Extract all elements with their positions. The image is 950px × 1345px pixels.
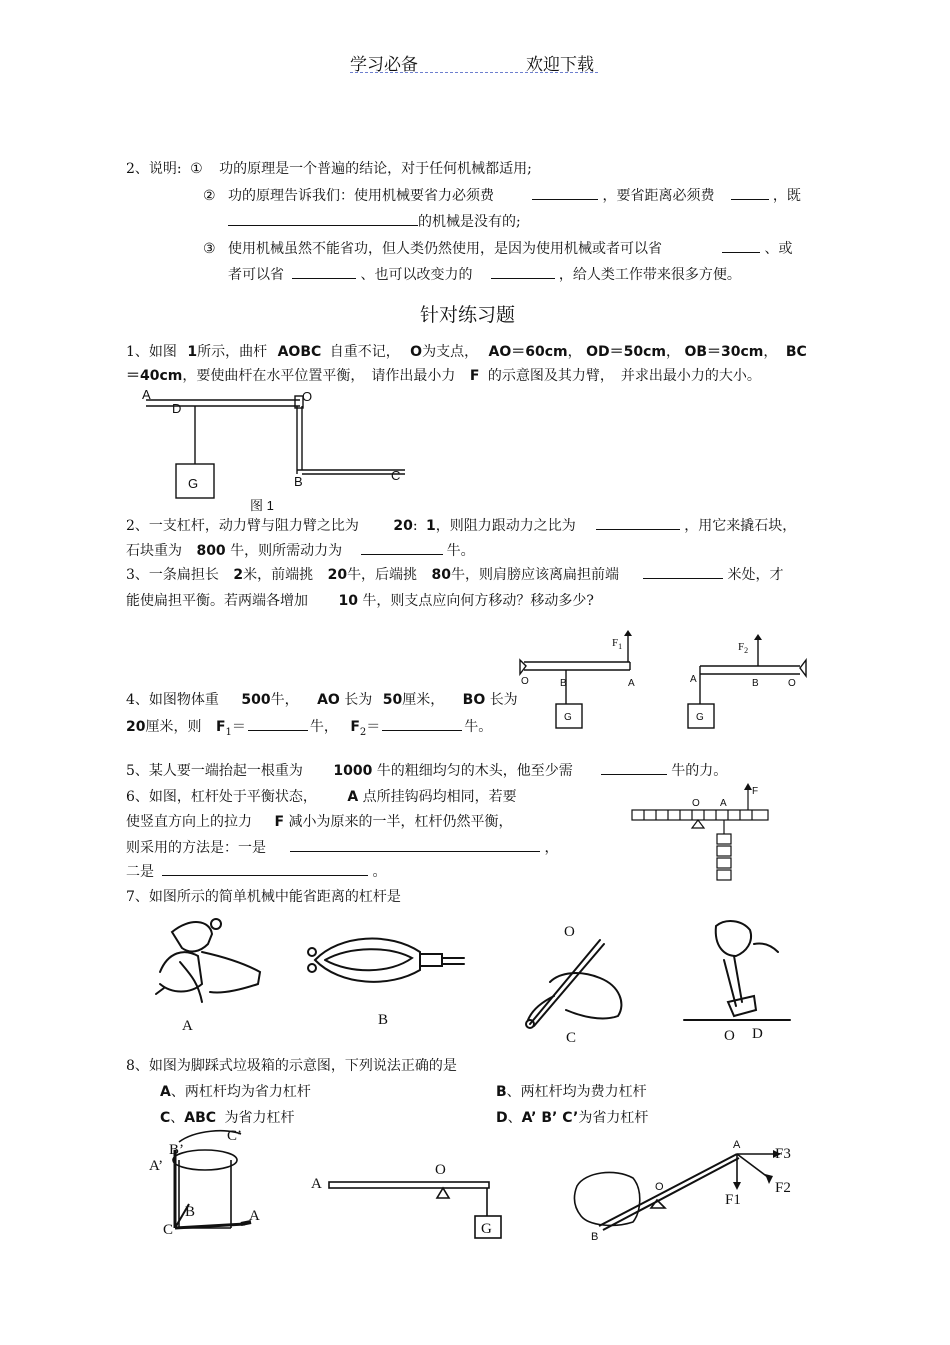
svg-text:B: B [591,1231,599,1243]
q6-force-arrow-icon [744,783,752,790]
q8-option-a[interactable]: A、两杠杆均为省力杠杆 [160,1084,311,1100]
pliers-icon [315,939,420,982]
q4-blank-2[interactable] [382,716,462,731]
q1-line-1: 1、如图 1所示，曲杆 AOBC 自重不记， O为支点， AO＝60cm， OD＝50cm， OB＝30cm， BC [126,344,807,360]
q4-blank-1[interactable] [248,716,308,731]
tweezers-icon [530,940,600,1024]
svg-text:B: B [185,1204,196,1220]
f1-arrow-icon [733,1182,741,1190]
svg-text:O: O [692,798,700,809]
q1-label-c: C [391,468,401,483]
q8-option-d[interactable]: D、A’ B’ C’为省力杠杆 [496,1110,649,1126]
explain-line-1: 2、说明: ① 功的原理是一个普遍的结论，对于任何机械都适用; [126,161,532,177]
svg-text:O: O [655,1181,664,1193]
svg-text:C: C [163,1222,174,1238]
q7-text: 7、如图所示的简单机械中能省距离的杠杆是 [126,889,401,905]
explain-line-4: ③ 使用机械虽然不能省功，但人类仍然使用，是因为使用机械或者可以省 、或 [203,238,792,258]
explain-line-2: ② 功的原理告诉我们：使用机械要省力必须费 ，要省距离必须费 ，既 [203,185,801,205]
svg-text:A: A [249,1208,260,1224]
svg-text:G: G [481,1221,492,1237]
q2-blank-1[interactable] [596,515,680,530]
svg-text:F3: F3 [775,1146,791,1162]
svg-text:G: G [564,712,572,723]
q1-figure [140,388,420,518]
explain-line-3: 的机械是没有的; [228,211,521,231]
svg-text:A: A [690,674,697,685]
hammer-hand-icon [716,921,751,956]
q5-line: 5、某人要一端抬起一根重为 1000 牛的粗细均匀的木头，他至少需 牛的力。 [126,760,727,780]
q2-line-2: 石块重为 800 牛，则所需动力为 牛。 [126,540,475,560]
q2-blank-2[interactable] [361,540,443,555]
svg-text:F2: F2 [775,1180,791,1196]
q4-f2-arrow-icon [754,634,762,640]
q6-line-1: 6、如图，杠杆处于平衡状态， A 点所挂钩码均相同，若要 [126,789,517,805]
svg-text:F: F [752,786,759,797]
q8-option-b[interactable]: B、两杠杆均为费力杠杆 [496,1084,647,1100]
q6-line-2: 使竖直方向上的拉力 F 减小为原来的一半，杠杆仍然平衡， [126,814,513,830]
q3-line-1: 3、一条扁担长 2米，前端挑 20牛，后端挑 80牛，则肩膀应该离扁担前端 米处，才 [126,564,783,584]
q2-line-1: 2、一支杠杆，动力臂与阻力臂之比为 20: 1，则阻力跟动力之比为 ，用它来撬石块， [126,515,796,535]
svg-text:O: O [564,924,575,940]
svg-text:O: O [521,676,529,687]
q1-figure-caption: 图 1 [250,498,274,513]
svg-text:A: A [733,1139,741,1151]
explain-line-5: 者可以省 、也可以改变力的 ，给人类工作带来很多方便。 [228,264,741,284]
q6-line-3: 则采用的方法是：一是 ， [126,837,558,857]
svg-text:F2: $F_2$ [738,641,749,655]
svg-text:B: B [752,678,759,689]
svg-text:A: A [182,1018,193,1034]
q8-figures [145,1124,805,1254]
q1-line-2: ＝40cm，要使曲杆在水平位置平衡， 请作出最小力 F 的示意图及其力臂， 并求出最小力的大小。 [126,368,761,384]
q1-label-d: D [172,401,182,416]
q8-text: 8、如图为脚踩式垃圾箱的示意图，下列说法正确的是 [126,1058,457,1074]
header-left: 学习必备 [350,55,418,75]
q1-label-o: O [302,389,313,404]
svg-text:B: B [560,678,567,689]
svg-text:F1: $F_1$ [612,637,623,651]
q4-figures [518,630,818,735]
header-right: 欢迎下载 [526,55,594,75]
q6-blank-2[interactable] [162,861,368,876]
q6-figure [628,782,778,887]
blank-3c[interactable] [491,264,555,279]
blank-2a[interactable] [532,185,598,200]
svg-text:D: D [752,1026,763,1042]
q3-line-2: 能使扁担平衡。若两端各增加 10 牛，则支点应向何方移动？移动多少? [126,593,594,609]
svg-text:A: A [311,1176,322,1192]
q3-blank-1[interactable] [643,564,723,579]
blank-3b[interactable] [292,264,356,279]
svg-text:B’: B’ [169,1142,184,1158]
svg-text:C: C [566,1030,577,1046]
svg-text:F1: F1 [725,1192,741,1208]
q7-figures [150,912,790,1050]
blank-2b[interactable] [731,185,769,200]
blank-2c[interactable] [228,211,418,226]
q6-line-4: 二是 。 [126,861,386,881]
q8-option-c[interactable]: C、ABC 为省力杠杆 [160,1110,295,1126]
blank-3a[interactable] [722,238,760,253]
nutcracker-icon [172,922,212,951]
stone-icon [574,1172,639,1225]
q1-label-g: G [188,476,199,491]
section-title: 针对练习题 [420,304,516,326]
q4-f1-arrow-icon [624,630,632,636]
q1-label-b: B [294,474,303,489]
svg-text:A: A [628,678,635,689]
svg-text:O: O [435,1162,446,1178]
f2-arrow-icon [765,1174,773,1184]
q4-line-2: 20厘米，则 $F_1=$ 牛， $F_2=$ 牛。 [126,716,492,738]
svg-text:O: O [724,1028,735,1044]
q1-label-a: A [142,387,151,402]
q5-blank[interactable] [601,760,667,775]
q4-line-1: 4、如图物体重 500牛， AO 长为 50厘米， BO 长为 [126,692,518,708]
page-header [350,46,598,73]
svg-text:G: G [696,712,704,723]
svg-text:B: B [378,1012,389,1028]
svg-text:O: O [788,678,796,689]
svg-text:A: A [720,798,727,809]
svg-text:A’: A’ [149,1158,164,1174]
q6-blank-1[interactable] [290,837,540,852]
svg-text:C’: C’ [227,1128,242,1144]
